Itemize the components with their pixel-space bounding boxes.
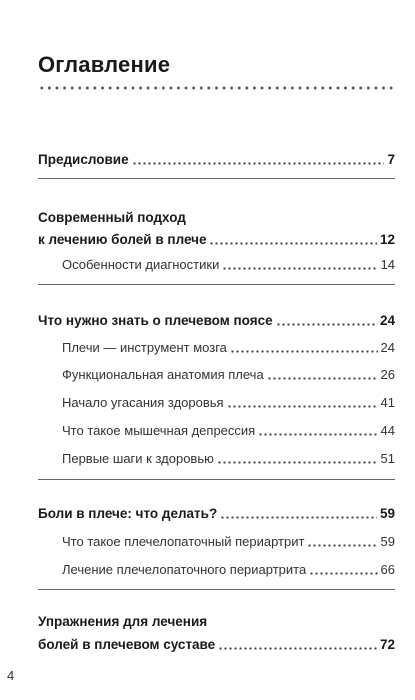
toc-entry-label-line1: Современный подход [38, 210, 186, 225]
dot-leader [222, 267, 377, 270]
toc-entry-label-line1: Упражнения для лечения [38, 614, 208, 629]
toc-entry-label: Первые шаги к здоровью [62, 451, 214, 466]
dot-leader [267, 377, 378, 380]
dot-leader [220, 516, 377, 519]
toc-entry-shoulder-pain[interactable] [38, 505, 395, 523]
toc-entry-label: Особенности диагностики [62, 257, 220, 272]
toc-entry-page: 59 [379, 506, 395, 521]
toc-entry-label: Боли в плече: что делать? [38, 506, 218, 521]
dot-leader [309, 572, 377, 575]
toc-entry-label: Плечи — инструмент мозга [62, 340, 227, 355]
dot-leader [132, 162, 385, 165]
dot-leader [258, 433, 377, 436]
toc-entry-page: 59 [380, 534, 395, 549]
toc-entry-periarthritis[interactable] [62, 533, 395, 551]
toc-entry-first-steps[interactable] [62, 450, 395, 468]
section-separator [38, 284, 395, 285]
toc-entry-label: Что нужно знать о плечевом поясе [38, 313, 273, 328]
dot-leader [209, 242, 376, 245]
toc-entry-anatomy[interactable] [62, 366, 395, 384]
toc-entry-label: Что такое плечелопаточный периартрит [62, 534, 305, 549]
toc-entry-label: Начало угасания здоровья [62, 395, 224, 410]
dot-leader [230, 350, 378, 353]
toc-entry-page: 24 [380, 340, 395, 355]
toc-entry-brain-tool[interactable] [62, 339, 395, 357]
toc-entry-page: 44 [380, 423, 395, 438]
toc-entry-exercises[interactable] [38, 613, 395, 654]
toc-entry-page: 24 [379, 313, 395, 328]
page-number: 4 [7, 668, 15, 683]
section-separator [38, 178, 395, 179]
toc-entry-shoulder-girdle[interactable] [38, 312, 395, 330]
dot-leader [307, 544, 377, 547]
toc-entry-modern-approach[interactable] [38, 209, 395, 249]
section-separator [38, 589, 395, 590]
dot-leader [217, 461, 378, 464]
dot-leader [218, 647, 377, 650]
toc-entry-preface[interactable] [38, 151, 395, 169]
section-separator [38, 479, 395, 480]
toc-entry-page: 41 [380, 395, 395, 410]
toc-entry-label-line2: к лечению болей в плече [38, 232, 207, 247]
title-dotted-rule [38, 86, 395, 90]
toc-title: Оглавление [38, 52, 171, 77]
toc-entry-label: Что такое мышечная депрессия [62, 423, 256, 438]
toc-entry-label-line2: болей в плечевом суставе [38, 637, 216, 652]
toc-entry-periarthritis-treatment[interactable] [62, 561, 395, 579]
toc-entry-label: Лечение плечелопаточного периартрита [62, 562, 307, 577]
toc-entry-label: Функциональная анатомия плеча [62, 367, 264, 382]
toc-entry-page: 72 [379, 637, 395, 652]
toc-entry-diagnostics[interactable] [62, 256, 395, 274]
toc-entry-page: 66 [380, 562, 395, 577]
dot-leader [227, 405, 378, 408]
toc-entry-muscle-depression[interactable] [62, 422, 395, 440]
toc-entry-page: 7 [387, 152, 395, 167]
toc-entry-health-decline[interactable] [62, 394, 395, 412]
dot-leader [276, 323, 377, 326]
toc-entry-page: 12 [379, 232, 395, 247]
toc-entry-page: 26 [380, 367, 395, 382]
toc-entry-page: 51 [380, 451, 395, 466]
toc-entry-label: Предисловие [38, 152, 129, 167]
toc-entry-page: 14 [380, 257, 395, 272]
